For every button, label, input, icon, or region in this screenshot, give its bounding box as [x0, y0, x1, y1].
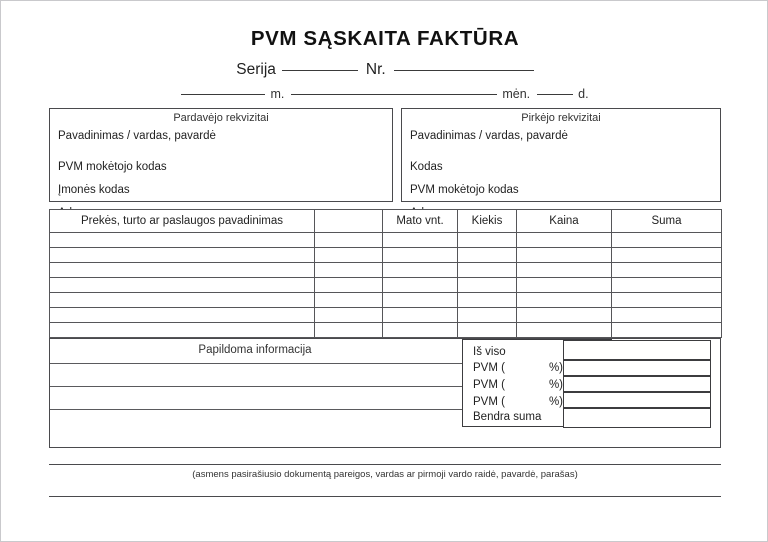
- signature-caption: (asmens pasirašiusio dokumentą pareigos, vardas ar pirmoji vardo raidė, pavardė, parašas): [192, 469, 578, 480]
- table-cell[interactable]: [517, 323, 612, 338]
- seller-field-vat-code[interactable]: PVM mokėtojo kodas: [58, 161, 167, 174]
- additional-info-line[interactable]: [50, 409, 462, 410]
- month-label: mėn.: [502, 87, 531, 101]
- table-row: [50, 248, 722, 263]
- year-input-rule[interactable]: [181, 94, 265, 95]
- table-cell[interactable]: [458, 308, 517, 323]
- table-row: [50, 278, 722, 293]
- table-cell[interactable]: [383, 248, 458, 263]
- table-cell[interactable]: [315, 278, 383, 293]
- table-cell[interactable]: [50, 293, 315, 308]
- additional-info-line[interactable]: [50, 363, 462, 364]
- table-cell[interactable]: [383, 233, 458, 248]
- table-cell[interactable]: [315, 293, 383, 308]
- serial-number-line: [1, 61, 768, 79]
- table-cell[interactable]: [612, 233, 722, 248]
- additional-info-line[interactable]: [50, 386, 462, 387]
- seller-field-name[interactable]: Pavadinimas / vardas, pavardė: [58, 130, 216, 142]
- additional-info-title: Papildoma informacija: [198, 344, 312, 356]
- date-line: [1, 87, 768, 101]
- table-cell[interactable]: [315, 308, 383, 323]
- table-cell[interactable]: [517, 263, 612, 278]
- buyer-field-vat-code[interactable]: PVM mokėtojo kodas: [410, 184, 519, 197]
- column-header-sum: Suma: [612, 210, 722, 233]
- table-cell[interactable]: [315, 323, 383, 338]
- buyer-field-name[interactable]: Pavadinimas / vardas, pavardė: [410, 130, 568, 142]
- table-cell[interactable]: [612, 323, 722, 338]
- table-cell[interactable]: [612, 263, 722, 278]
- serija-input-rule[interactable]: [282, 70, 358, 71]
- table-cell[interactable]: [50, 233, 315, 248]
- table-cell[interactable]: [458, 323, 517, 338]
- nr-input-rule[interactable]: [394, 70, 534, 71]
- buyer-field-code[interactable]: Kodas: [410, 161, 443, 174]
- table-cell[interactable]: [612, 248, 722, 263]
- column-header-blank: [315, 210, 383, 233]
- year-label: m.: [270, 87, 285, 101]
- table-cell[interactable]: [383, 323, 458, 338]
- line-items-table: [49, 209, 722, 338]
- page-title: PVM SĄSKAITA FAKTŪRA: [250, 27, 520, 50]
- buyer-details-box: [401, 108, 721, 202]
- table-cell[interactable]: [383, 263, 458, 278]
- table-cell[interactable]: [517, 308, 612, 323]
- table-row: [50, 233, 722, 248]
- table-cell[interactable]: [50, 323, 315, 338]
- total-label-text: PVM (: [473, 379, 505, 391]
- seller-details-box: [49, 108, 393, 202]
- table-row: [50, 263, 722, 278]
- day-input-rule[interactable]: [537, 94, 573, 95]
- seller-box-title: Pardavėjo rekvizitai: [173, 112, 269, 124]
- column-header-price: Kaina: [517, 210, 612, 233]
- table-cell[interactable]: [50, 308, 315, 323]
- buyer-box-title: Pirkėjo rekvizitai: [521, 112, 601, 124]
- table-cell[interactable]: [612, 278, 722, 293]
- total-row-label: [473, 362, 563, 374]
- table-cell[interactable]: [458, 233, 517, 248]
- table-cell[interactable]: [315, 263, 383, 278]
- total-label-percent[interactable]: %): [548, 362, 564, 374]
- total-value-cell[interactable]: [563, 392, 711, 408]
- serija-label: Serija: [236, 61, 276, 78]
- total-label-percent[interactable]: %): [548, 396, 564, 408]
- total-row-label: [473, 396, 563, 408]
- column-header-unit: Mato vnt.: [383, 210, 458, 233]
- table-row: [50, 293, 722, 308]
- nr-label: Nr.: [365, 61, 386, 78]
- column-header-quantity: Kiekis: [458, 210, 517, 233]
- table-cell[interactable]: [458, 293, 517, 308]
- table-cell[interactable]: [458, 263, 517, 278]
- table-body: [50, 233, 722, 338]
- total-label-text: PVM (: [473, 362, 505, 374]
- table-row: [50, 308, 722, 323]
- table-cell[interactable]: [612, 308, 722, 323]
- table-row: [50, 323, 722, 338]
- table-cell[interactable]: [50, 248, 315, 263]
- table-cell[interactable]: [458, 278, 517, 293]
- table-cell[interactable]: [383, 293, 458, 308]
- month-input-rule[interactable]: [291, 94, 497, 95]
- seller-field-company-code[interactable]: Įmonės kodas: [58, 184, 130, 197]
- total-row-label: [473, 379, 563, 391]
- signature-rule-top[interactable]: [49, 464, 721, 465]
- table-header-row: [50, 210, 722, 233]
- table-cell[interactable]: [458, 248, 517, 263]
- total-label-text: PVM (: [473, 396, 505, 408]
- table-cell[interactable]: [517, 278, 612, 293]
- total-value-cell[interactable]: [563, 408, 711, 428]
- table-cell[interactable]: [383, 278, 458, 293]
- total-value-cell[interactable]: [563, 376, 711, 392]
- table-cell[interactable]: [315, 233, 383, 248]
- table-cell[interactable]: [315, 248, 383, 263]
- total-row-label: Bendra suma: [473, 411, 542, 423]
- total-value-cell[interactable]: [563, 340, 711, 360]
- total-value-cell[interactable]: [563, 360, 711, 376]
- table-cell[interactable]: [50, 263, 315, 278]
- table-cell[interactable]: [612, 293, 722, 308]
- signature-rule-bottom[interactable]: [49, 496, 721, 497]
- table-cell[interactable]: [517, 293, 612, 308]
- total-label-percent[interactable]: %): [548, 379, 564, 391]
- table-cell[interactable]: [517, 248, 612, 263]
- table-cell[interactable]: [517, 233, 612, 248]
- day-label: d.: [578, 87, 589, 101]
- total-row-label: Iš viso: [473, 346, 506, 358]
- table-cell[interactable]: [383, 308, 458, 323]
- column-header-description: Prekės, turto ar paslaugos pavadinimas: [50, 210, 315, 233]
- table-cell[interactable]: [50, 278, 315, 293]
